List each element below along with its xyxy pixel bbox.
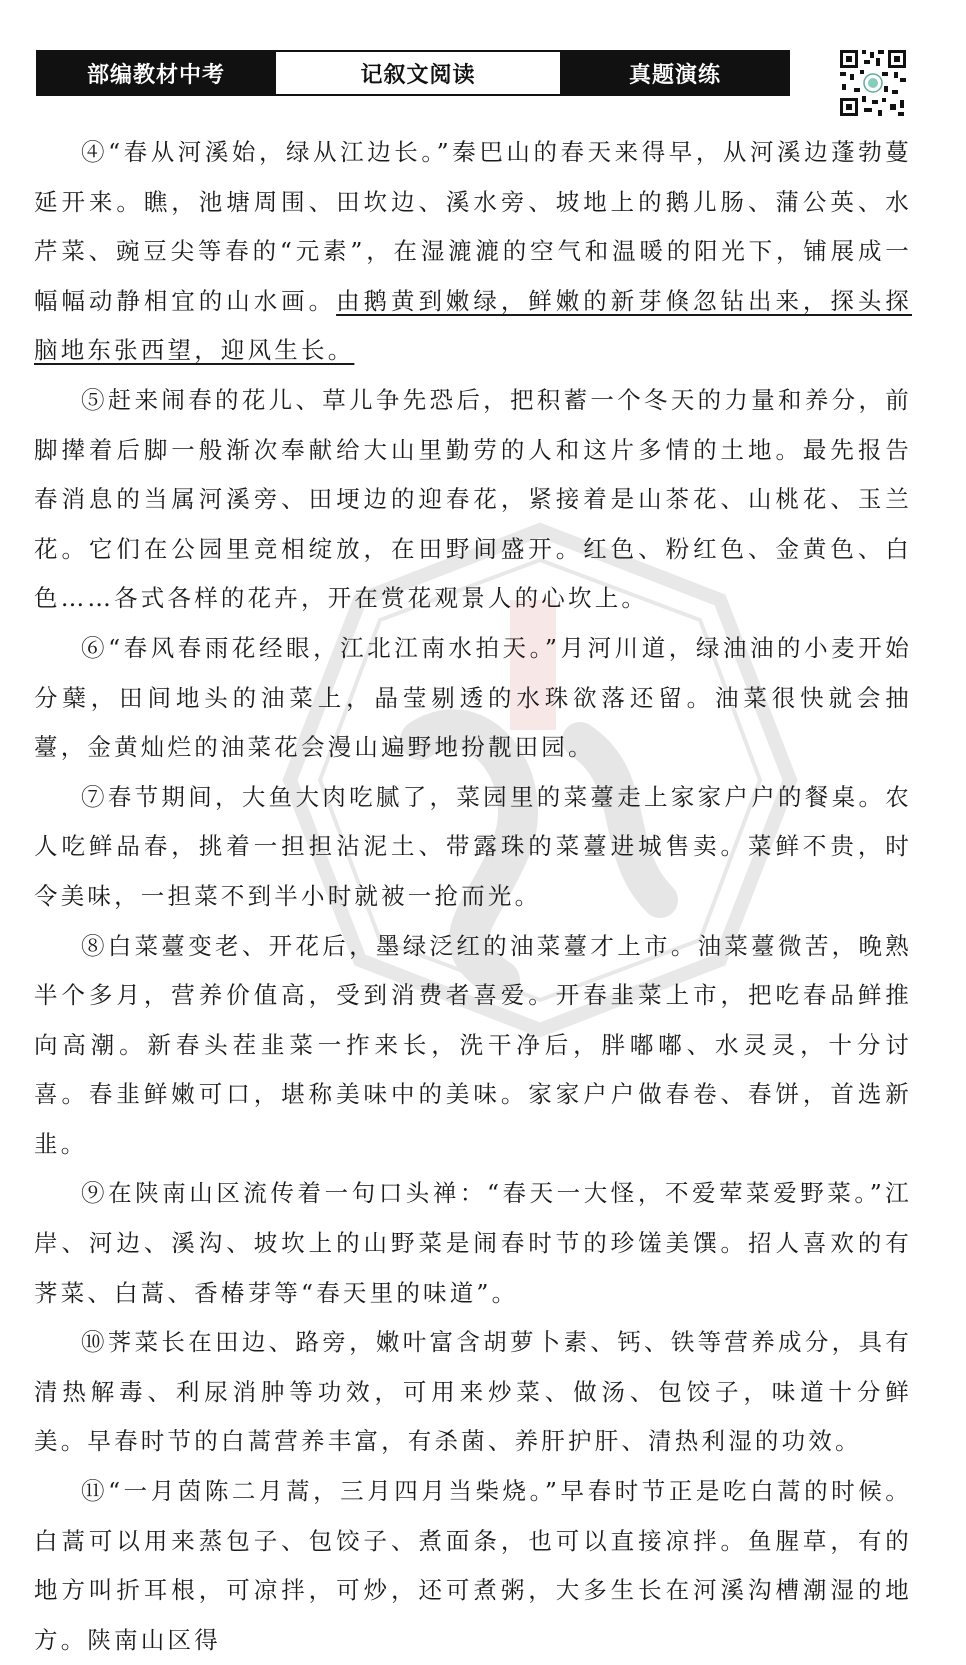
paragraph-7: ⑦春节期间，大鱼大肉吃腻了，菜园里的菜薹走上家家户户的餐桌。农人吃鲜品春，挑着一担担沾泥土、带露珠的菜薹进城售卖。菜鲜不贵，时令美味，一担菜不到半小时就被一抢而光。 xyxy=(34,782,912,910)
header-center-label: 记叙文阅读 xyxy=(274,52,562,94)
paragraph-8: ⑧白菜薹变老、开花后，墨绿泛红的油菜薹才上市。油菜薹微苦，晚熟半个多月，营养价值高，受到消费者喜爱。开春韭菜上市，把吃春品鲜推向高潮。新春头茬韭菜一拃来长，洗干净后，胖嘟嘟、水灵灵，十分讨喜。春韭鲜嫩可口，堪称美味中的美味。家家户户做春卷、春饼，首选新韭。 xyxy=(34,931,912,1158)
header-right-label: 真题演练 xyxy=(562,52,788,94)
qr-code-icon[interactable] xyxy=(838,48,908,118)
paragraph-4 xyxy=(34,128,912,376)
article-body xyxy=(34,128,912,1665)
paragraph-9: ⑨在陕南山区流传着一句口头禅：“春天一大怪，不爱荤菜爱野菜。”江岸、河边、溪沟、坡坎上的山野菜是闹春时节的珍馐美馔。招人喜欢的有荠菜、白蒿、香椿芽等“春天里的味道”。 xyxy=(34,1179,912,1307)
paragraph-5: ⑤赶来闹春的花儿、草儿争先恐后，把积蓄一个冬天的力量和养分，前脚撵着后脚一般渐次奉献给大山里勤劳的人和这片多情的土地。最先报告春消息的当属河溪旁、田埂边的迎春花，紧接着是山茶花、山桃花、玉兰花。它们在公园里竞相绽放，在田野间盛开。红色、粉红色、金黄色、白色……各式各样的花卉，开在赏花观景人的心坎上。 xyxy=(34,385,912,613)
paragraph-text: ④“春从河溪始，绿从江边长。”秦巴山的春天来得早，从河溪边蓬勃蔓延开来。瞧，池塘周围、田坎边、溪水旁、坡地上的鹅儿肠、蒲公英、水芹菜、豌豆尖等春的“元素”，在湿漉漉的空气和温暖的阳光下，铺展成一幅幅动静相宜的山水画。 xyxy=(34,138,912,315)
header-left-label: 部编教材中考 xyxy=(38,52,274,94)
paragraph-10: ⑩荠菜长在田边、路旁，嫩叶富含胡萝卜素、钙、铁等营养成分，具有清热解毒、利尿消肿等功效，可用来炒菜、做汤、包饺子，味道十分鲜美。早春时节的白蒿营养丰富，有杀菌、养肝护肝、清热利湿的功效。 xyxy=(34,1328,912,1456)
paragraph-6: ⑥“春风春雨花经眼，江北江南水拍天。”月河川道，绿油油的小麦开始分蘖，田间地头的油菜上，晶莹剔透的水珠欲落还留。油菜很快就会抽薹，金黄灿烂的油菜花会漫山遍野地扮靓田园。 xyxy=(34,633,912,762)
header-bar xyxy=(36,50,790,96)
underlined-sentence: 由鹅黄到嫩绿，鲜嫩的新芽倏忽钻出来，探头探脑地东张西望，迎风生长。 xyxy=(34,286,912,365)
paragraph-11: ⑪“一月茵陈二月蒿，三月四月当柴烧。”早春时节正是吃白蒿的时候。白蒿可以用来蒸包子、包饺子、煮面条，也可以直接凉拌。鱼腥草，有的地方叫折耳根，可凉拌，可炒，还可煮粥，大多生长在河溪沟槽潮湿的地方。陕南山区得 xyxy=(34,1477,912,1654)
